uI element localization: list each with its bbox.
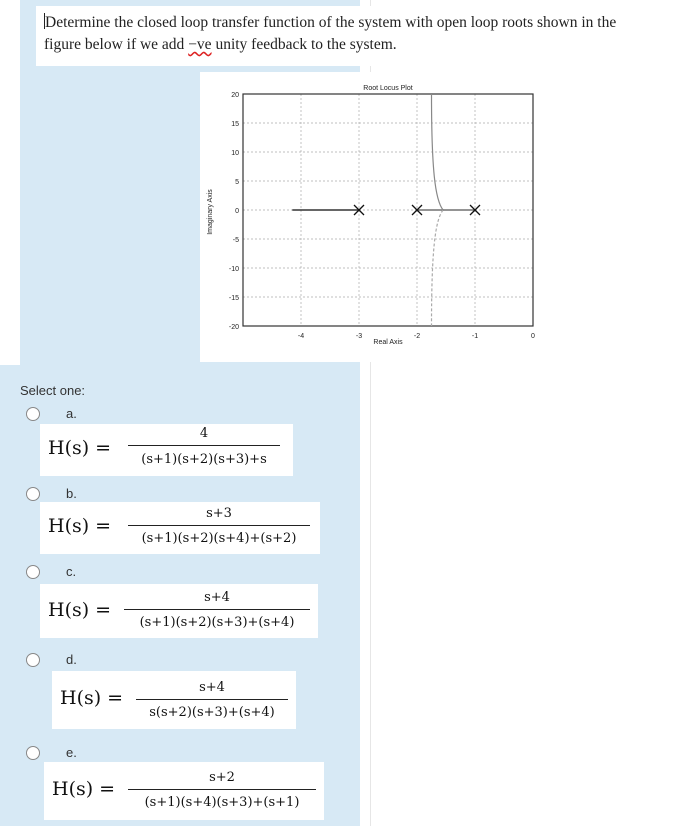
option-b-denominator: (s+1)(s+2)(s+4)+(s+2)	[141, 531, 297, 546]
grid	[243, 94, 533, 326]
x-axis-label: Real Axis	[373, 339, 403, 346]
option-d-letter: d.	[66, 652, 77, 667]
y-ticks	[229, 92, 239, 331]
y-tick-label: -15	[228, 295, 239, 302]
y-tick-label: -5	[232, 237, 239, 244]
option-b-fraction-bar	[128, 525, 310, 526]
locus-upper-branch	[432, 94, 444, 210]
option-d-fraction-bar	[136, 699, 288, 700]
select-one-label: Select one:	[20, 383, 86, 398]
option-e-radio[interactable]	[26, 746, 40, 760]
x-tick-label: 0	[531, 333, 535, 340]
option-b-lhs: H(s) =	[48, 515, 112, 537]
option-a-letter: a.	[66, 406, 77, 421]
y-tick-label: 20	[231, 92, 239, 99]
option-a-denominator: (s+1)(s+2)(s+3)+s	[141, 452, 267, 467]
option-c-denominator: (s+1)(s+2)(s+3)+(s+4)	[139, 615, 295, 630]
option-c-letter: c.	[66, 564, 77, 579]
option-c-radio[interactable]	[26, 565, 40, 579]
question-line-1	[44, 12, 686, 34]
option-d-radio[interactable]	[26, 653, 40, 667]
option-c-lhs: H(s) =	[48, 599, 112, 621]
root-locus-svg	[200, 72, 560, 362]
option-a-numerator: 4	[199, 426, 209, 441]
question-line-1-text: Determine the closed loop transfer function of the system with open loop roots shown in the	[45, 14, 617, 31]
y-tick-label: 10	[231, 150, 239, 157]
option-a-formula[interactable]	[40, 424, 293, 476]
option-c-formula[interactable]	[40, 584, 318, 638]
question-text	[36, 6, 686, 66]
option-d-denominator: s(s+2)(s+3)+(s+4)	[149, 705, 275, 720]
option-d-formula[interactable]	[52, 671, 296, 729]
y-tick-label: -20	[228, 324, 239, 331]
option-d-lhs: H(s) =	[60, 687, 124, 709]
option-e-fraction-bar	[128, 789, 316, 790]
y-axis-label: Imaginary Axis	[207, 189, 214, 235]
option-c-fraction-bar	[124, 609, 310, 610]
x-ticks	[298, 333, 535, 340]
y-tick-label: 15	[231, 121, 239, 128]
x-tick-label: -1	[471, 333, 479, 340]
option-b-formula[interactable]	[40, 502, 320, 554]
option-b-letter: b.	[66, 486, 77, 501]
option-a-fraction-bar	[128, 445, 280, 446]
question-ve-term: −ve	[188, 36, 212, 53]
x-tick-label: -2	[413, 333, 421, 340]
question-line-2a: figure below if we add	[44, 36, 189, 53]
x-tick-label: -4	[297, 333, 305, 340]
option-b-numerator: s+3	[206, 506, 232, 521]
y-tick-label: 5	[235, 179, 239, 186]
option-e-numerator: s+2	[209, 770, 235, 785]
option-e-lhs: H(s) =	[52, 778, 116, 800]
question-line-2b: unity feedback to the system.	[211, 36, 397, 53]
option-d-numerator: s+4	[199, 680, 225, 695]
root-locus-figure	[200, 72, 560, 362]
chart-title: Root Locus Plot	[363, 85, 413, 92]
locus-lower-branch	[432, 210, 444, 326]
option-e-letter: e.	[66, 745, 77, 760]
x-tick-label: -3	[355, 333, 363, 340]
option-a-lhs: H(s) =	[48, 437, 112, 459]
option-b-radio[interactable]	[26, 487, 40, 501]
question-line-2	[44, 34, 686, 56]
y-tick-label: -10	[228, 266, 239, 273]
option-a-radio[interactable]	[26, 407, 40, 421]
option-e-denominator: (s+1)(s+4)(s+3)+(s+1)	[144, 795, 300, 810]
option-c-numerator: s+4	[204, 590, 230, 605]
option-e-formula[interactable]	[44, 762, 324, 820]
y-tick-label: 0	[235, 208, 239, 215]
